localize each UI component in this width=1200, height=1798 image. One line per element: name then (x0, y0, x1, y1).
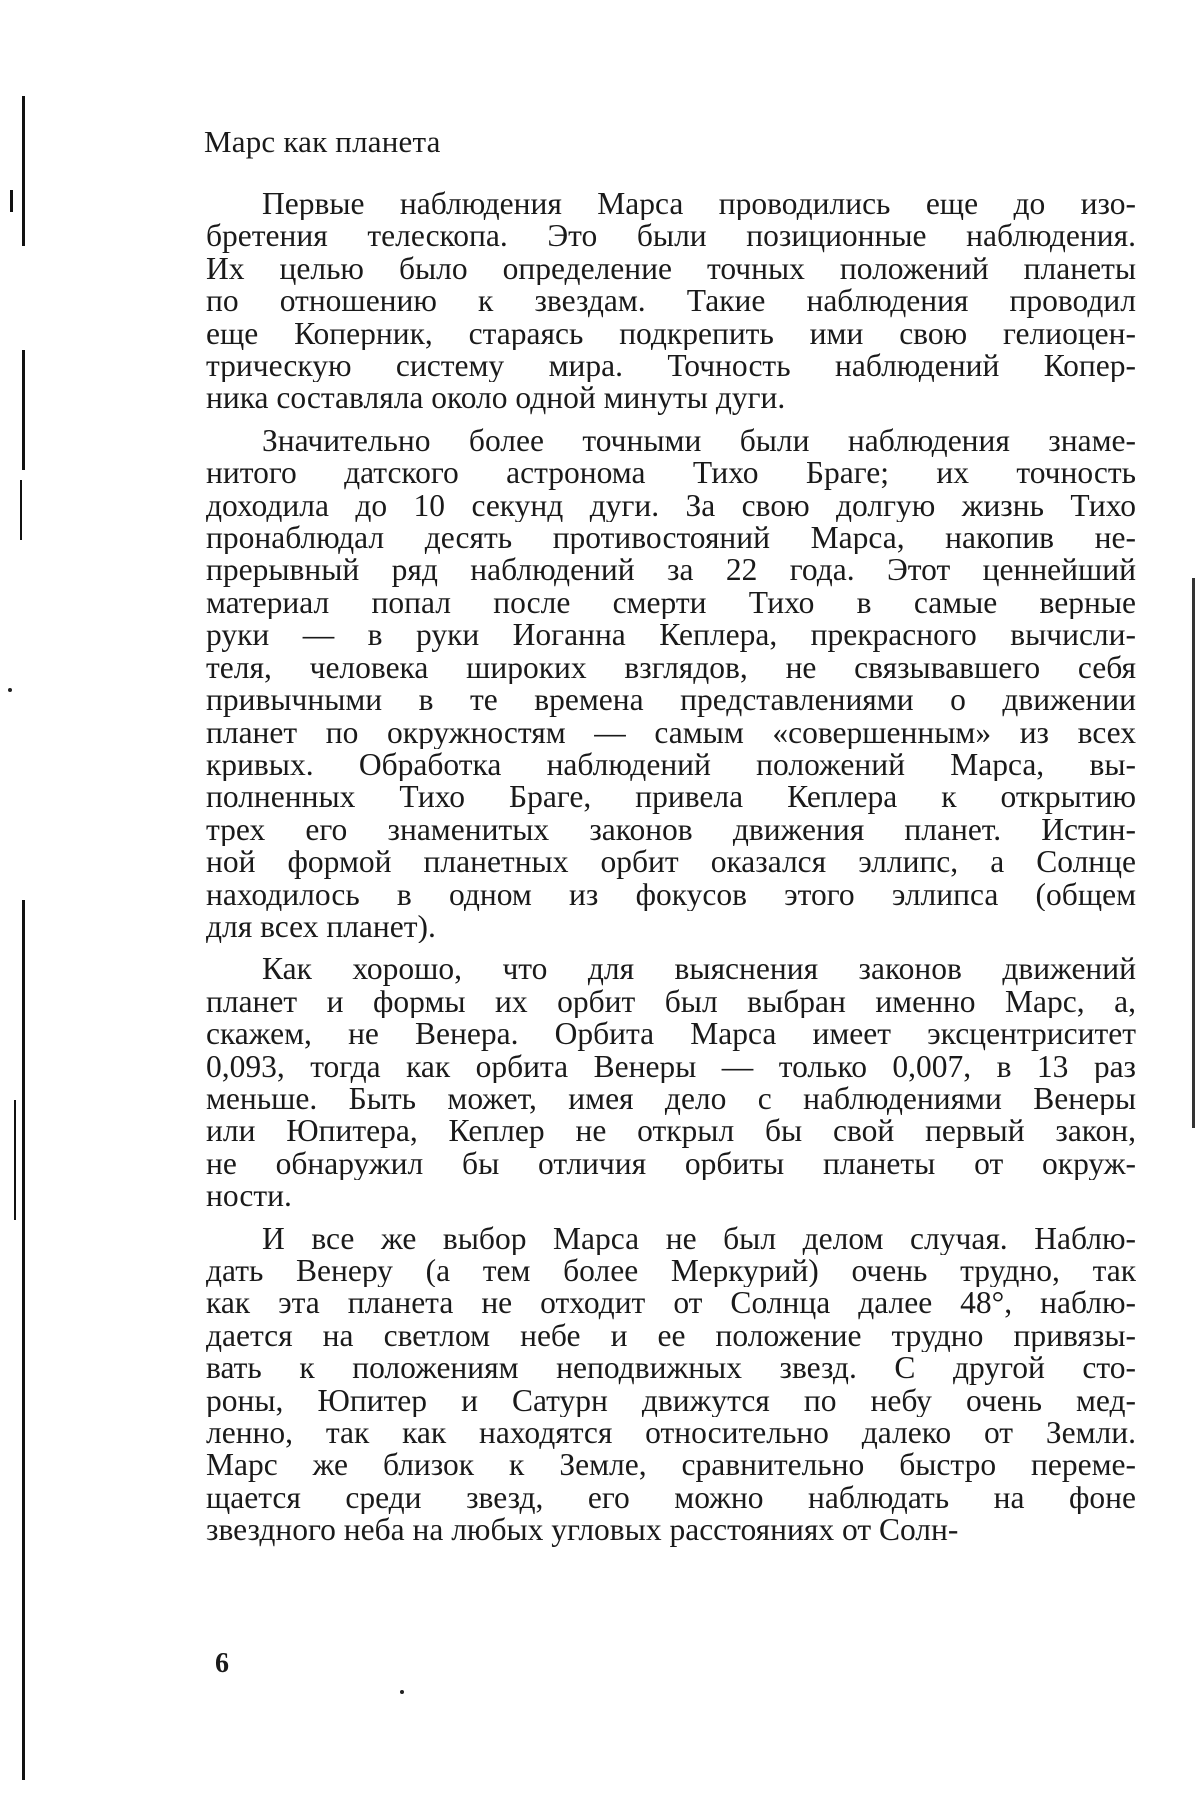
text-line: прерывный ряд наблюдений за 22 года. Этот ценнейший (206, 554, 1136, 587)
scan-edge-mark (14, 1100, 16, 1220)
text-line: 0,093, тогда как орбита Венеры — только 0,007, в 13 раз (206, 1050, 1136, 1083)
text-line: Их целью было определение точных положений планеты (206, 252, 1136, 286)
text-line: не обнаружил бы отличия орбиты планеты от окруж- (206, 1147, 1136, 1181)
text-line: скажем, не Венера. Орбита Марса имеет эксцентриситет (206, 1018, 1136, 1051)
text-line: И все же выбор Марса не был делом случая. Наблю- (262, 1222, 1136, 1255)
text-line: для всех планет). (206, 910, 436, 944)
text-line: пронаблюдал десять противостояний Марса, накопив не- (206, 522, 1136, 555)
page-number: 6 (215, 1648, 229, 1679)
scan-edge-mark (20, 480, 22, 540)
text-line: находилось в одном из фокусов этого эллипса (общем (206, 878, 1136, 911)
scan-edge-mark-right (1192, 578, 1195, 1128)
text-line: теля, человека широких взглядов, не связывавшего себя (206, 651, 1136, 685)
scan-edge-mark (22, 900, 25, 1780)
text-line: руки — в руки Иоганна Кеплера, прекрасного вычисли- (206, 619, 1136, 652)
text-line: роны, Юпитер и Сатурн движутся по небу очень мед- (206, 1384, 1136, 1418)
text-line: Марс же близок к Земле, сравнительно быстро переме- (206, 1449, 1136, 1482)
text-line: трех его знаменитых законов движения планет. Истин- (206, 813, 1136, 847)
text-line: полненных Тихо Браге, привела Кеплера к открытию (206, 781, 1136, 814)
text-line: ленно, так как находятся относительно далеко от Земли. (206, 1417, 1136, 1450)
text-line: трическую систему мира. Точность наблюдений Копер- (206, 350, 1136, 383)
scan-edge-mark (22, 350, 25, 470)
text-line: нитого датского астронома Тихо Браге; их точность (206, 457, 1136, 490)
text-line: ной формой планетных орбит оказался эллипс, а Солнце (206, 846, 1136, 879)
text-line: кривых. Обработка наблюдений положений Марса, вы- (206, 748, 1136, 782)
text-line: еще Коперник, стараясь подкрепить ими свою гелиоцен- (206, 317, 1136, 351)
text-line: бретения телескопа. Это были позиционные наблюдения. (206, 220, 1136, 253)
text-line: планет по окружностям — самым «совершенным» из всех (206, 716, 1136, 749)
paragraph (206, 188, 1136, 415)
text-line: материал попал после смерти Тихо в самые верные (206, 586, 1136, 620)
scan-speck (400, 1690, 404, 1694)
paragraph (206, 1223, 1136, 1547)
text-line: меньше. Быть может, имея дело с наблюдениями Венеры (206, 1082, 1136, 1116)
text-line: звездного неба на любых угловых расстояниях от Солн- (206, 1514, 959, 1547)
text-line: дается на светлом небе и ее положение трудно привязы- (206, 1319, 1136, 1353)
text-line: как эта планета не отходит от Солнца далее 48°, наблю- (206, 1287, 1136, 1320)
paragraph (206, 425, 1136, 944)
text-line: привычными в те времена представлениями о движении (206, 684, 1136, 717)
text-line: Значительно более точными были наблюдения знаме- (262, 424, 1136, 458)
text-line: ника составляла около одной минуты дуги. (206, 382, 786, 415)
text-line: планет и формы их орбит был выбран именно Марс, а, (206, 985, 1136, 1019)
text-line: Как хорошо, что для выяснения законов движений (262, 953, 1136, 986)
text-line: вать к положениям неподвижных звезд. С другой сто- (206, 1352, 1136, 1385)
text-line: Первые наблюдения Марса проводились еще до изо- (262, 188, 1136, 221)
paragraph (206, 953, 1136, 1212)
text-line: по отношению к звездам. Такие наблюдения проводил (206, 285, 1136, 318)
body-text (206, 188, 1136, 1557)
scan-edge-mark (10, 190, 13, 212)
section-heading: Марс как планета (204, 124, 441, 159)
text-line: ности. (206, 1180, 292, 1213)
scan-edge-mark (22, 96, 25, 246)
text-line: дать Венеру (а тем более Меркурий) очень трудно, так (206, 1255, 1136, 1288)
text-line: доходила до 10 секунд дуги. За свою долгую жизнь Тихо (206, 489, 1136, 523)
text-line: или Юпитера, Кеплер не открыл бы свой первый закон, (206, 1115, 1136, 1148)
text-line: щается среди звезд, его можно наблюдать на фоне (206, 1481, 1136, 1515)
scan-speck (8, 688, 12, 692)
